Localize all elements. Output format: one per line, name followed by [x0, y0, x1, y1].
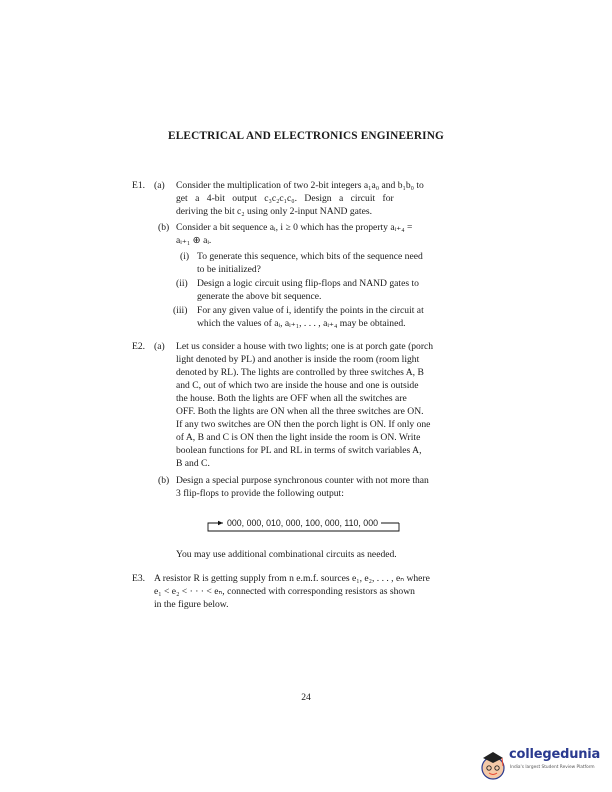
e1-sub-ii-line-1: Design a logic circuit using flip-flops and NAND gates to	[197, 278, 419, 289]
e1-sub-i-line-2: to be initialized?	[197, 264, 261, 275]
e1-part-a-label: (a)	[154, 180, 165, 191]
e1-part-a-line-3: deriving the bit c₂ using only 2-input NAND gates.	[176, 206, 372, 217]
e1-sub-i-label: (i)	[180, 251, 190, 262]
graduate-cap-icon	[476, 744, 510, 782]
e2-part-a-line-8: of A, B and C is ON then the light inside the room is ON. Write	[176, 432, 421, 443]
question-e3-label: E3.	[132, 573, 146, 584]
e2-part-a-line-7: If any two switches are ON then the porch light is ON. If only one	[176, 419, 431, 430]
e2-part-a-line-2: light denoted by PL) and another is inside the room (room light	[176, 354, 420, 365]
counter-sequence-diagram	[207, 516, 401, 532]
e1-part-a-line-1: Consider the multiplication of two 2-bit integers a₁a₀ and b₁b₀ to	[176, 180, 424, 191]
e1-sub-iii-line-1: For any given value of i, identify the points in the circuit at	[197, 305, 424, 316]
e1-sub-ii-line-2: generate the above bit sequence.	[197, 291, 322, 302]
logo-tagline: India's largest Student Review Platform	[510, 765, 595, 770]
logo-wordmark: collegedunia	[509, 747, 601, 762]
e1-sub-iii-line-2: which the values of aᵢ, aᵢ₊₁, . . . , aᵢ₊₄ may be obtained.	[197, 318, 406, 329]
e1-sub-ii-label: (ii)	[176, 278, 188, 289]
e2-part-a-line-6: OFF. Both the lights are ON when all the three switches are ON.	[176, 406, 424, 417]
e2-part-a-line-3: denoted by RL). The lights are controlled by three switches A, B	[176, 367, 424, 378]
e2-part-a-line-1: Let us consider a house with two lights; one is at porch gate (porch	[176, 341, 434, 352]
e1-part-b-label: (b)	[158, 222, 170, 233]
page-title: ELECTRICAL AND ELECTRONICS ENGINEERING	[168, 130, 444, 142]
e3-line-1: A resistor R is getting supply from n e.m.f. sources e₁, e₂, . . . , eₙ where	[154, 573, 430, 584]
e1-sub-iii-label: (iii)	[173, 305, 188, 316]
counter-output-sequence: 000, 000, 010, 000, 100, 000, 110, 000	[224, 517, 381, 529]
e2-part-b-label: (b)	[158, 475, 170, 486]
e1-part-a-line-2: get a 4-bit output c₃c₂c₁c₀. Design a circuit for	[176, 193, 394, 204]
e2-part-a-label: (a)	[154, 341, 165, 352]
page-number: 24	[301, 692, 311, 703]
e1-part-b-line-2: aᵢ₊₁ ⊕ aᵢ.	[176, 235, 212, 246]
e2-part-a-line-9: boolean functions for PL and RL in terms of switch variables A,	[176, 445, 422, 456]
e2-part-a-line-5: the house. Both the lights are OFF when all the switches are	[176, 393, 407, 404]
e2-part-a-line-10: B and C.	[176, 458, 210, 469]
collegedunia-logo	[476, 744, 604, 782]
question-e1-label: E1.	[132, 180, 146, 191]
e1-sub-i-line-1: To generate this sequence, which bits of the sequence need	[197, 251, 423, 262]
e2-part-b-line-1: Design a special purpose synchronous counter with not more than	[176, 475, 429, 486]
e2-part-a-line-4: and C, out of which two are inside the house and one is outside	[176, 380, 419, 391]
e2-part-b-line-2: 3 flip-flops to provide the following output:	[176, 488, 344, 499]
e2-note: You may use additional combinational circuits as needed.	[176, 549, 397, 560]
question-e2-label: E2.	[132, 341, 146, 352]
e3-line-3: in the figure below.	[154, 599, 229, 610]
e3-line-2: e₁ < e₂ < · · · < eₙ, connected with corresponding resistors as shown	[154, 586, 415, 597]
e1-part-b-line-1: Consider a bit sequence aᵢ, i ≥ 0 which has the property aᵢ₊₄ =	[176, 222, 413, 233]
